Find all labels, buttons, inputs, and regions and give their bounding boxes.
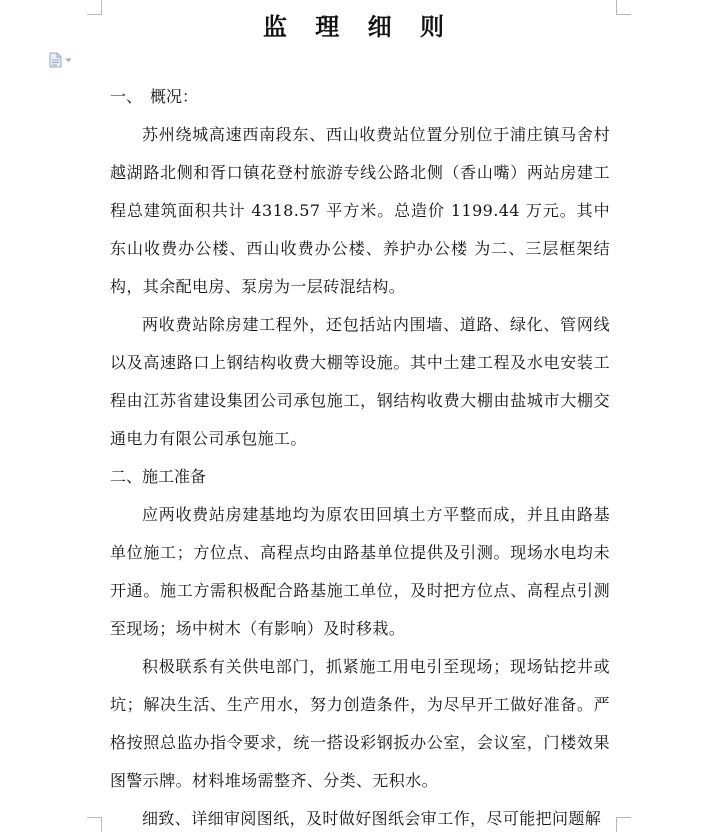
paragraph: 应两收费站房建基地均为原农田回填土方平整而成，并且由路基单位施工；方位点、高程点均由路基单位提供及引测。现场水电均未开通。施工方需积极配合路基施工单位，及时把方位点、高程点引测至现场；场中树木（有影响）及时移栽。 [110, 505, 610, 638]
document-icon [49, 52, 62, 68]
paragraph: 细致、详细审阅图纸，及时做好图纸会审工作，尽可能把问题解 [142, 809, 602, 828]
document-body [110, 78, 610, 838]
paragraph: 苏州绕城高速西南段东、西山收费站位置分别位于浦庄镇马舍村越湖路北侧和胥口镇花登村旅游专线公路北侧（香山嘴）两站房建工程总建筑面积共计 4318.57 平方米。总造价 1199.44 万元。其中东山收费办公楼、西山收费办公楼、养护办公楼 为二、三层框架结构，其余配电房、泵房为一层砖混结构。 [110, 125, 610, 296]
paragraph: 积极联系有关供电部门，抓紧施工用电引至现场；现场钻挖井或坑；解决生活、生产用水，努力创造条件，为尽早开工做好准备。严格按照总监办指令要求，统一搭设彩钢扳办公室，会议室，门楼效果图警示牌。材料堆场需整齐、分类、无积水。 [110, 657, 610, 790]
section-heading: 二、施工准备 [110, 467, 207, 486]
section-overview [110, 78, 610, 458]
document-icon[interactable] [49, 50, 77, 70]
paragraph: 两收费站除房建工程外，还包括站内围墙、道路、绿化、管网线以及高速路口上钢结构收费大棚等设施。其中土建工程及水电安装工程由江苏省建设集团公司承包施工，钢结构收费大棚由盐城市大棚交通电力有限公司承包施工。 [110, 315, 610, 448]
chevron-down-icon [65, 58, 72, 63]
section-heading: 一、 概况： [110, 87, 199, 106]
page-corner-mark [87, 817, 102, 832]
page-corner-mark [616, 817, 631, 832]
section-preparation [110, 458, 610, 838]
document-title: 监 理 细 则 [262, 13, 455, 41]
